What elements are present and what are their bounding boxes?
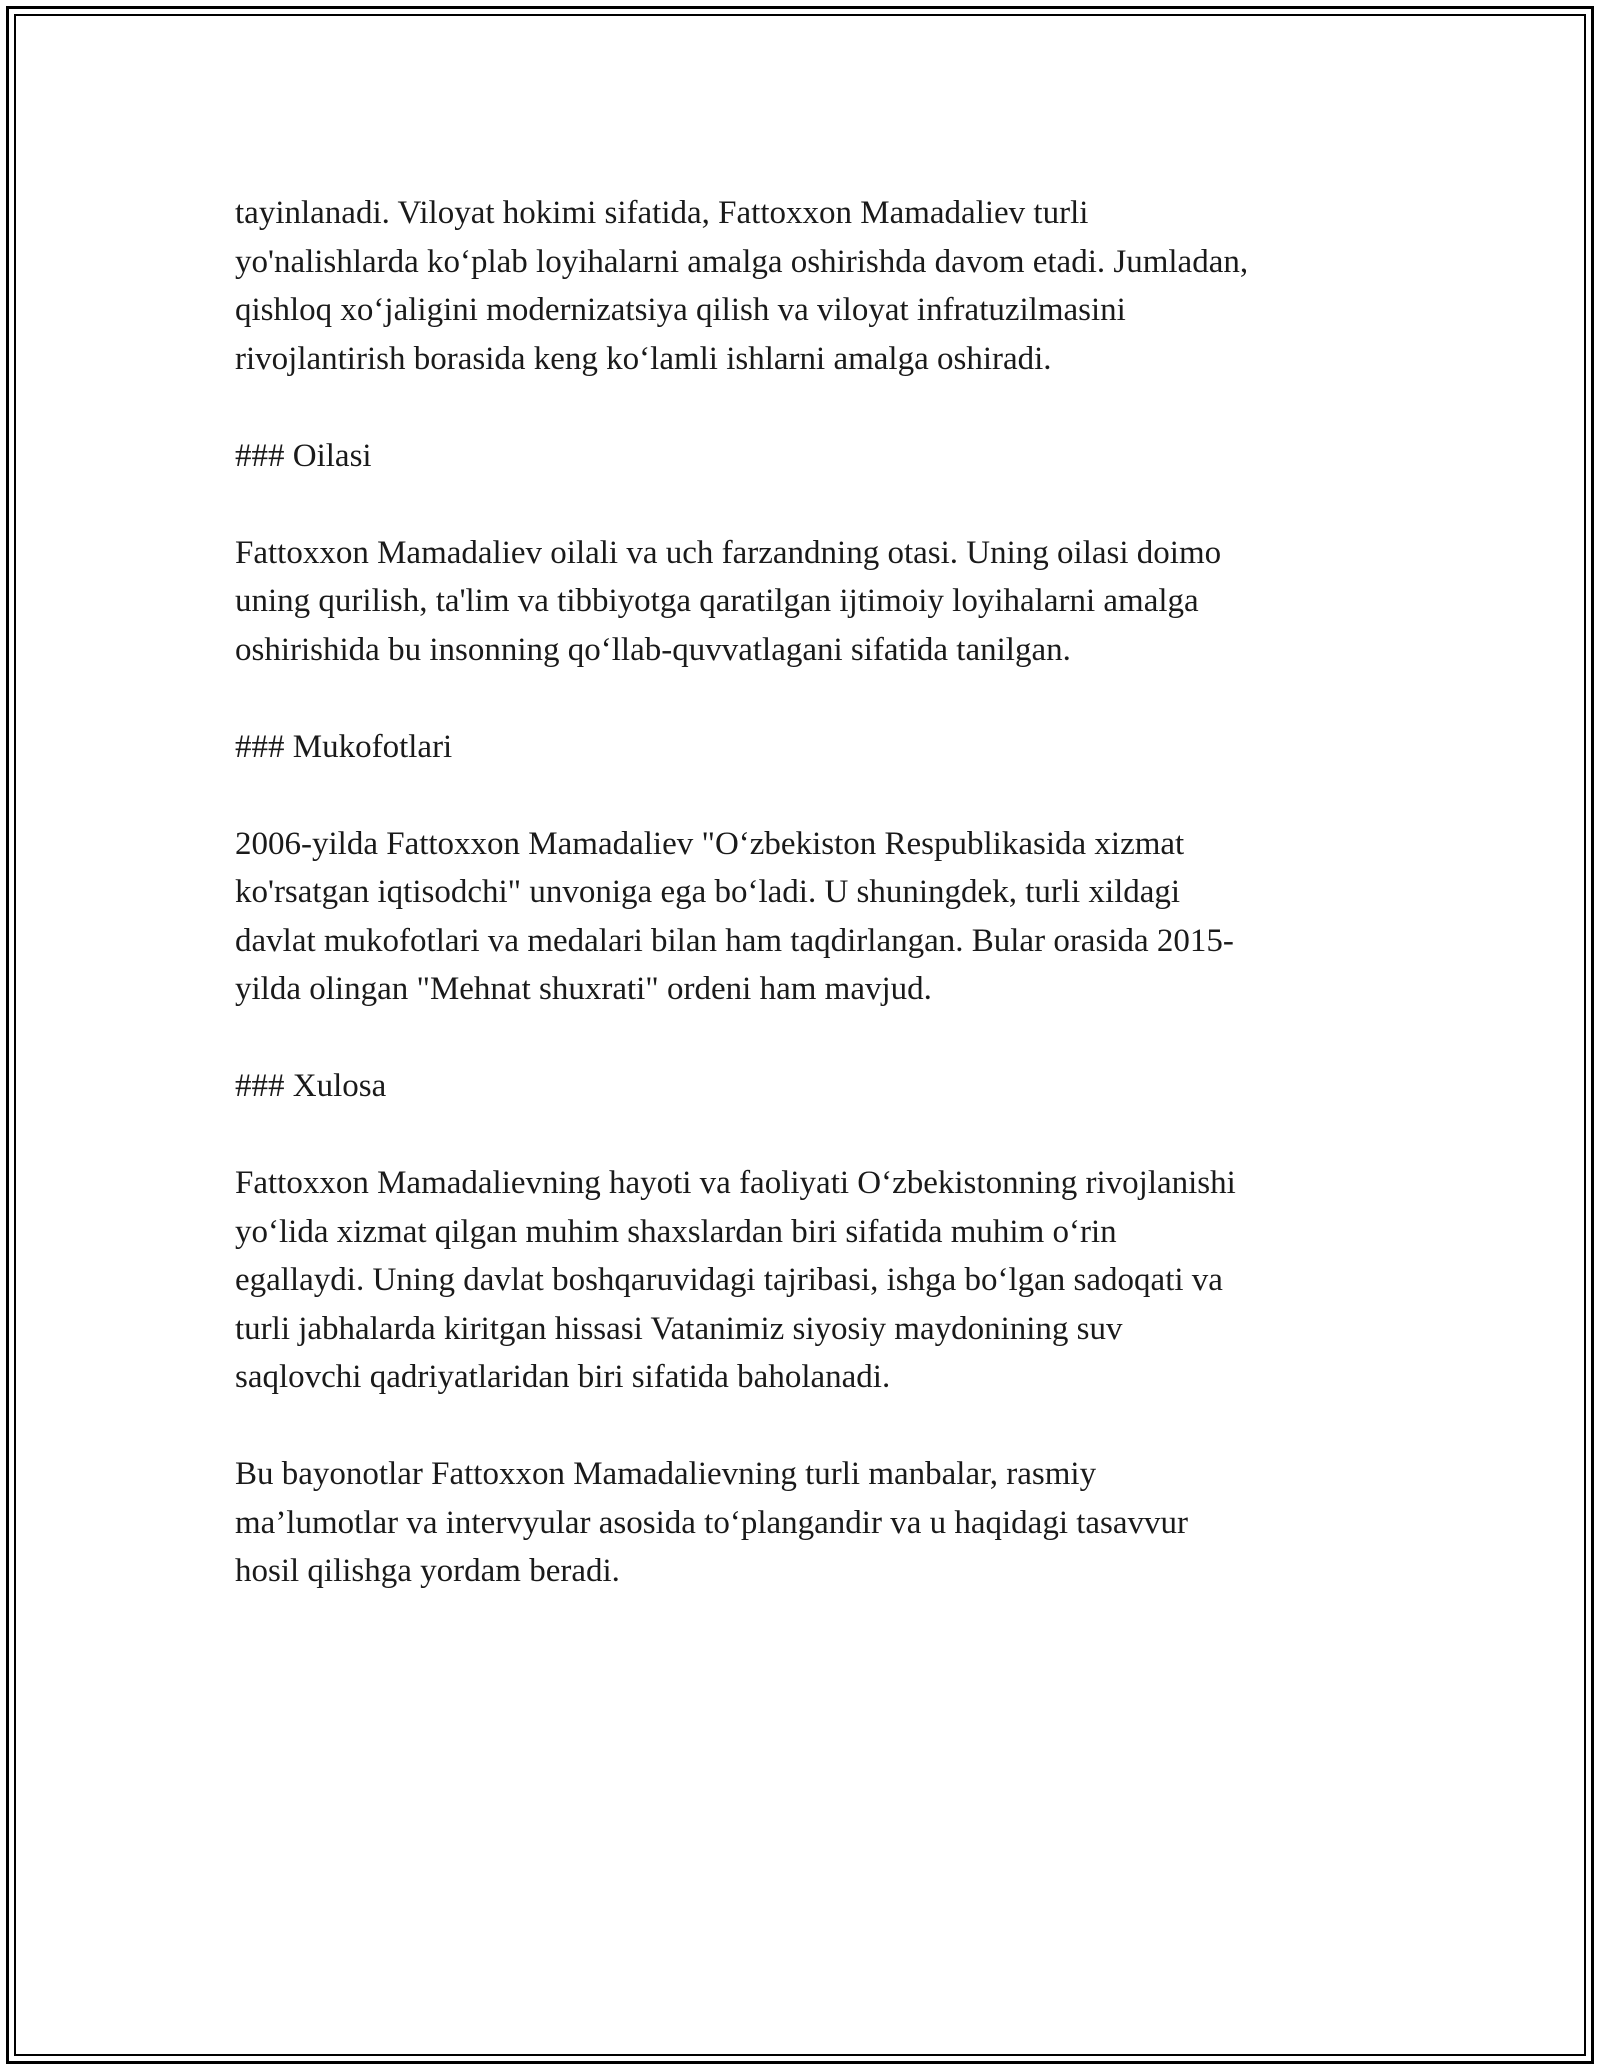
- text-line: Bu bayonotlar Fattoxxon Mamadalievning turli manbalar, rasmiy: [235, 1456, 1097, 1492]
- text-line: davlat mukofotlari va medalari bilan ham taqdirlangan. Bular orasida 2015-: [235, 922, 1234, 959]
- paragraph-sources: [235, 1450, 1375, 1596]
- paragraph-conclusion: [235, 1159, 1375, 1402]
- text-line: ko'rsatgan iqtisodchi" unvoniga ega bo‘ladi. U shuningdek, turli xildagi: [235, 874, 1181, 910]
- text-line: Fattoxxon Mamadalievning hayoti va faoliyati O‘zbekistonning rivojlanishi: [235, 1165, 1236, 1201]
- heading-xulosa: [235, 1062, 1375, 1111]
- paragraph-appointment: [235, 189, 1375, 383]
- text-line: saqlovchi qadriyatlaridan biri sifatida baholanadi.: [235, 1359, 891, 1395]
- text-line: yo‘lida xizmat qilgan muhim shaxslardan biri sifatida muhim o‘rin: [235, 1213, 1117, 1250]
- section-heading: ### Oilasi: [235, 437, 372, 474]
- text-line: yo'nalishlarda ko‘plab loyihalarni amalga oshirishda davom etadi. Jumladan,: [235, 243, 1249, 280]
- paragraph-awards: [235, 820, 1375, 1014]
- text-line: oshirishida bu insonning qo‘llab-quvvatlagani sifatida tanilgan.: [235, 631, 1071, 668]
- text-line: uning qurilish, ta'lim va tibbiyotga qaratilgan ijtimoiy loyihalarni amalga: [235, 583, 1199, 619]
- document-body: [235, 189, 1375, 1644]
- text-line: 2006-yilda Fattoxxon Mamadaliev "O‘zbekiston Respublikasida xizmat: [235, 825, 1185, 862]
- heading-mukofotlari: [235, 723, 1375, 772]
- text-line: tayinlanadi. Viloyat hokimi sifatida, Fattoxxon Mamadaliev turli: [235, 195, 1089, 231]
- section-heading: ### Xulosa: [235, 1068, 387, 1104]
- text-line: rivojlantirish borasida keng ko‘lamli ishlarni amalga oshiradi.: [235, 340, 1052, 377]
- text-line: yilda olingan "Mehnat shuxrati" ordeni ham mavjud.: [235, 971, 932, 1007]
- heading-oilasi: [235, 432, 1375, 481]
- paragraph-family: [235, 529, 1375, 675]
- text-line: Fattoxxon Mamadaliev oilali va uch farzandning otasi. Uning oilasi doimo: [235, 534, 1222, 571]
- text-line: qishloq xo‘jaligini modernizatsiya qilish va viloyat infratuzilmasini: [235, 292, 1126, 328]
- section-heading: ### Mukofotlari: [235, 728, 453, 765]
- text-line: egallaydi. Uning davlat boshqaruvidagi tajribasi, ishga bo‘lgan sadoqati va: [235, 1262, 1223, 1298]
- text-line: ma’lumotlar va intervyular asosida to‘plangandir va u haqidagi tasavvur: [235, 1504, 1189, 1541]
- text-line: hosil qilishga yordam beradi.: [235, 1553, 620, 1589]
- text-line: turli jabhalarda kiritgan hissasi Vatanimiz siyosiy maydonining suv: [235, 1310, 1123, 1347]
